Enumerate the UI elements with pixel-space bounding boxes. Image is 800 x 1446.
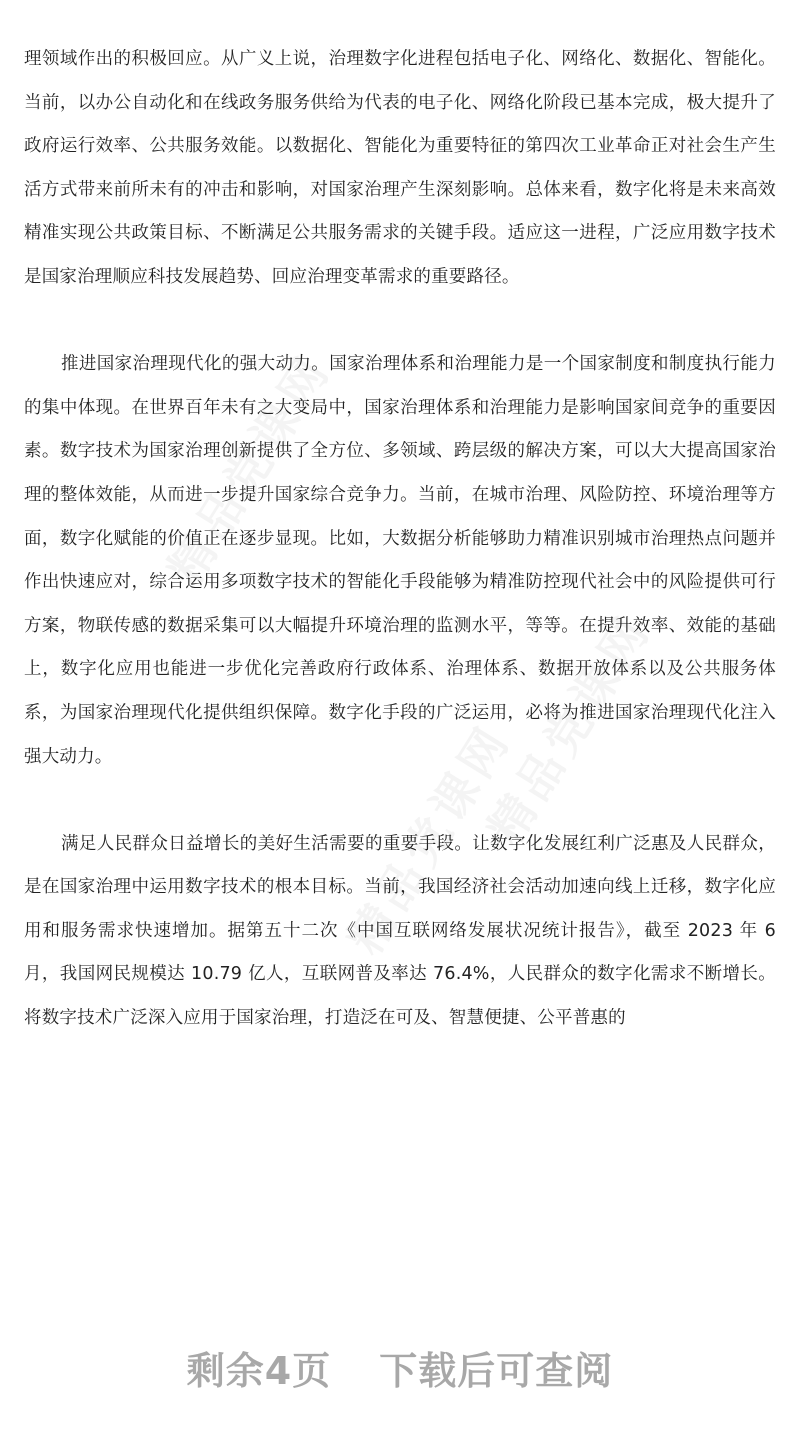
paragraph-2: 推进国家治理现代化的强大动力。国家治理体系和治理能力是一个国家制度和制度执行能力的集中体现。在世界百年未有之大变局中，国家治理体系和治理能力是影响国家间竞争的重要因素。数字技术为国家治理创新提供了全方位、多领域、跨层级的解决方案，可以大大提高国家治理的整体效能，从而进一步提升国家综合竞争力。当前，在城市治理、风险防控、环境治理等方面，数字化赋能的价值正在逐步显现。比如，大数据分析能够助力精准识别城市治理热点问题并作出快速应对，综合运用多项数字技术的智能化手段能够为精准防控现代社会中的风险提供可行方案，物联传感的数据采集可以大幅提升环境治理的监测水平，等等。在提升效率、效能的基础上，数字化应用也能进一步优化完善政府行政体系、治理体系、数据开放体系以及公共服务体系，为国家治理现代化提供组织保障。数字化手段的广泛运用，必将为推进国家治理现代化注入强大动力。: [24, 354, 776, 767]
document-body: [24, 38, 776, 1041]
remaining-pages-label: 剩余4页: [186, 1349, 332, 1393]
download-banner[interactable]: [0, 1340, 800, 1395]
watermark: 精品党课网: [337, 714, 522, 964]
paragraph-3: 满足人民群众日益增长的美好生活需要的重要手段。让数字化发展红利广泛惠及人民群众，是在国家治理中运用数字技术的根本目标。当前，我国经济社会活动加速向线上迁移，数字化应用和服务需求快速增加。据第五十二次《中国互联网络发展状况统计报告》，截至 2023 年 6 月，我国网民规模达 10.79 亿人，互联网普及率达 76.4%，人民群众的数字化需求不断增长。将数字技术广泛深入应用于国家治理，打造泛在可及、智慧便捷、公平普惠的: [24, 833, 776, 1029]
download-prompt-label: 下载后可查阅: [379, 1349, 614, 1393]
paragraph-1: 理领域作出的积极回应。从广义上说，治理数字化进程包括电子化、网络化、数据化、智能化。当前，以办公自动化和在线政务服务供给为代表的电子化、网络化阶段已基本完成，极大提升了政府运行效率、公共服务效能。以数据化、智能化为重要特征的第四次工业革命正对社会生产生活方式带来前所未有的冲击和影响，对国家治理产生深刻影响。总体来看，数字化将是未来高效精准实现公共政策目标、不断满足公共服务需求的关键手段。适应这一进程，广泛应用数字技术是国家治理顺应科技发展趋势、回应治理变革需求的重要路径。: [24, 49, 776, 287]
watermark: 精品党课网: [157, 344, 342, 594]
watermark: 精品党课网: [477, 604, 662, 854]
